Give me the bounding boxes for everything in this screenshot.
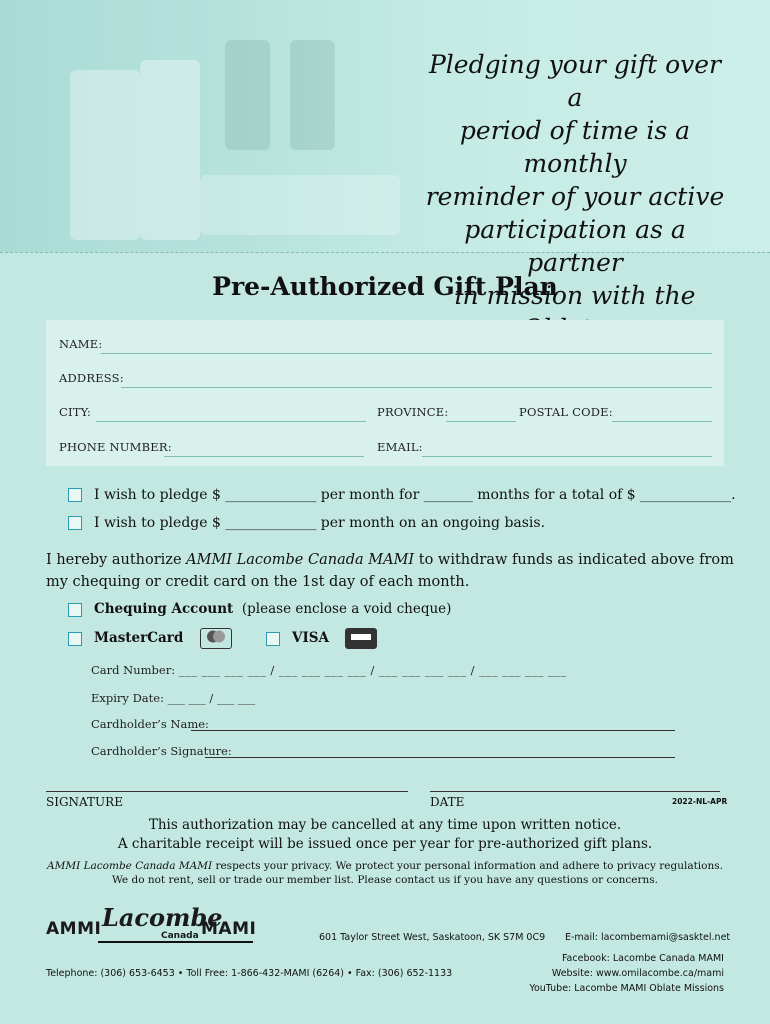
phone-label: PHONE NUMBER: bbox=[59, 440, 172, 454]
checkbox[interactable] bbox=[68, 488, 82, 502]
pledge-option-ongoing[interactable] bbox=[68, 515, 545, 531]
cardholder-name-row[interactable] bbox=[91, 717, 209, 731]
privacy-line: We do not rent, sell or trade our member list. Please contact us if you have any questions or concerns. bbox=[111, 874, 659, 886]
logo-ammi: AMMI bbox=[46, 919, 102, 939]
logo-mami: MAMI bbox=[201, 919, 257, 939]
expiry-blanks[interactable]: ___ ___ / ___ ___ bbox=[167, 691, 256, 705]
form-title: Pre-Authorized Gift Plan bbox=[212, 272, 558, 301]
signature-label: SIGNATURE bbox=[46, 795, 123, 809]
tagline-line: reminder of your active bbox=[425, 182, 725, 211]
province-label: PROVINCE: bbox=[377, 405, 449, 419]
ammi-lacombe-logo bbox=[46, 903, 258, 959]
tagline-line: period of time is a monthly bbox=[459, 116, 691, 178]
cardholder-signature-row[interactable] bbox=[91, 744, 232, 758]
photo-figure bbox=[140, 60, 200, 240]
phone-field[interactable] bbox=[164, 456, 364, 457]
city-label: CITY: bbox=[59, 405, 92, 419]
chequing-option[interactable] bbox=[68, 601, 451, 617]
footer-address: 601 Taylor Street West, Saskatoon, SK S7M 0C9 bbox=[319, 932, 546, 943]
logo-underline bbox=[98, 941, 253, 943]
privacy-line bbox=[0, 859, 770, 873]
pledge-option-text: I wish to pledge $ _____________ per month for _______ months for a total of $ _____________. bbox=[94, 487, 736, 503]
tagline-line: Pledging your gift over a bbox=[428, 50, 721, 112]
footer-phone: Telephone: (306) 653-6453 • Toll Free: 1-866-432-MAMI (6264) • Fax: (306) 652-1133 bbox=[46, 968, 453, 979]
photo-window bbox=[225, 40, 270, 150]
org-name: AMMI Lacombe Canada MAMI bbox=[47, 860, 213, 872]
authorization-text: I hereby authorize bbox=[46, 552, 187, 568]
authorization-text: to withdraw funds as indicated above from my chequing or credit card on the 1st day of each month. bbox=[46, 552, 734, 590]
visa-icon bbox=[345, 628, 377, 649]
signature-field[interactable] bbox=[46, 791, 408, 792]
cardholder-name-field[interactable] bbox=[191, 730, 675, 731]
name-label: NAME: bbox=[59, 337, 103, 351]
visa-label: VISA bbox=[292, 630, 330, 646]
postal-code-label: POSTAL CODE: bbox=[519, 405, 613, 419]
postal-code-field[interactable] bbox=[612, 421, 712, 422]
card-number-blanks[interactable]: ___ ___ ___ ___ / ___ ___ ___ ___ / ___ ___ ___ ___ / ___ ___ ___ ___ bbox=[178, 663, 567, 677]
expiry-row[interactable] bbox=[91, 691, 255, 705]
checkbox[interactable] bbox=[266, 632, 280, 646]
email-label: EMAIL: bbox=[377, 440, 423, 454]
privacy-text: respects your privacy. We protect your personal information and adhere to privacy regulations. bbox=[212, 860, 723, 872]
chequing-label: Chequing Account bbox=[94, 601, 234, 617]
tagline-line: participation as a partner bbox=[464, 215, 686, 277]
mastercard-option[interactable] bbox=[68, 628, 232, 649]
authorization-paragraph bbox=[46, 549, 736, 593]
form-code: 2022-NL-APR bbox=[672, 797, 728, 806]
checkbox[interactable] bbox=[68, 603, 82, 617]
name-field[interactable] bbox=[101, 353, 712, 354]
mastercard-label: MasterCard bbox=[94, 630, 184, 646]
cardholder-signature-field[interactable] bbox=[205, 757, 675, 758]
pledge-option-term[interactable] bbox=[68, 487, 736, 503]
email-field[interactable] bbox=[422, 456, 712, 457]
date-field[interactable] bbox=[430, 791, 720, 792]
notice bbox=[0, 816, 770, 854]
cardholder-signature-label: Cardholder’s Signature: bbox=[91, 744, 232, 758]
expiry-label: Expiry Date: bbox=[91, 691, 164, 705]
province-field[interactable] bbox=[446, 421, 516, 422]
photo-altar bbox=[200, 175, 400, 235]
notice-line: A charitable receipt will be issued once per year for pre-authorized gift plans. bbox=[117, 836, 653, 852]
address-label: ADDRESS: bbox=[59, 371, 124, 385]
tagline-line: in mission with the bbox=[454, 281, 696, 310]
mastercard-icon bbox=[200, 628, 232, 649]
address-field[interactable] bbox=[121, 387, 712, 388]
footer-facebook[interactable]: Facebook: Lacombe Canada MAMI bbox=[561, 953, 724, 964]
card-number-row[interactable] bbox=[91, 663, 567, 677]
checkbox[interactable] bbox=[68, 632, 82, 646]
visa-option[interactable] bbox=[266, 628, 377, 649]
card-number-label: Card Number: bbox=[91, 663, 176, 677]
contact-fields bbox=[46, 320, 724, 466]
pledge-option-text: I wish to pledge $ _____________ per month on an ongoing basis. bbox=[94, 515, 546, 531]
footer-email[interactable]: E-mail: lacombemami@sasktel.net bbox=[565, 932, 731, 943]
cardholder-name-label: Cardholder’s Name: bbox=[91, 717, 209, 731]
notice-line: This authorization may be cancelled at any time upon written notice. bbox=[148, 817, 622, 833]
org-name: AMMI Lacombe Canada MAMI bbox=[186, 552, 415, 568]
footer-youtube[interactable]: YouTube: Lacombe MAMI Oblate Missions bbox=[529, 983, 724, 994]
photo-figure bbox=[70, 70, 140, 240]
chequing-note: (please enclose a void cheque) bbox=[241, 601, 452, 617]
footer-website[interactable]: Website: www.omilacombe.ca/mami bbox=[551, 968, 724, 979]
city-field[interactable] bbox=[96, 421, 366, 422]
logo-lacombe: Lacombe bbox=[102, 903, 223, 932]
privacy-statement bbox=[0, 859, 770, 887]
checkbox[interactable] bbox=[68, 516, 82, 530]
logo-canada: Canada bbox=[161, 931, 199, 941]
date-label: DATE bbox=[430, 795, 465, 809]
photo-window bbox=[290, 40, 335, 150]
